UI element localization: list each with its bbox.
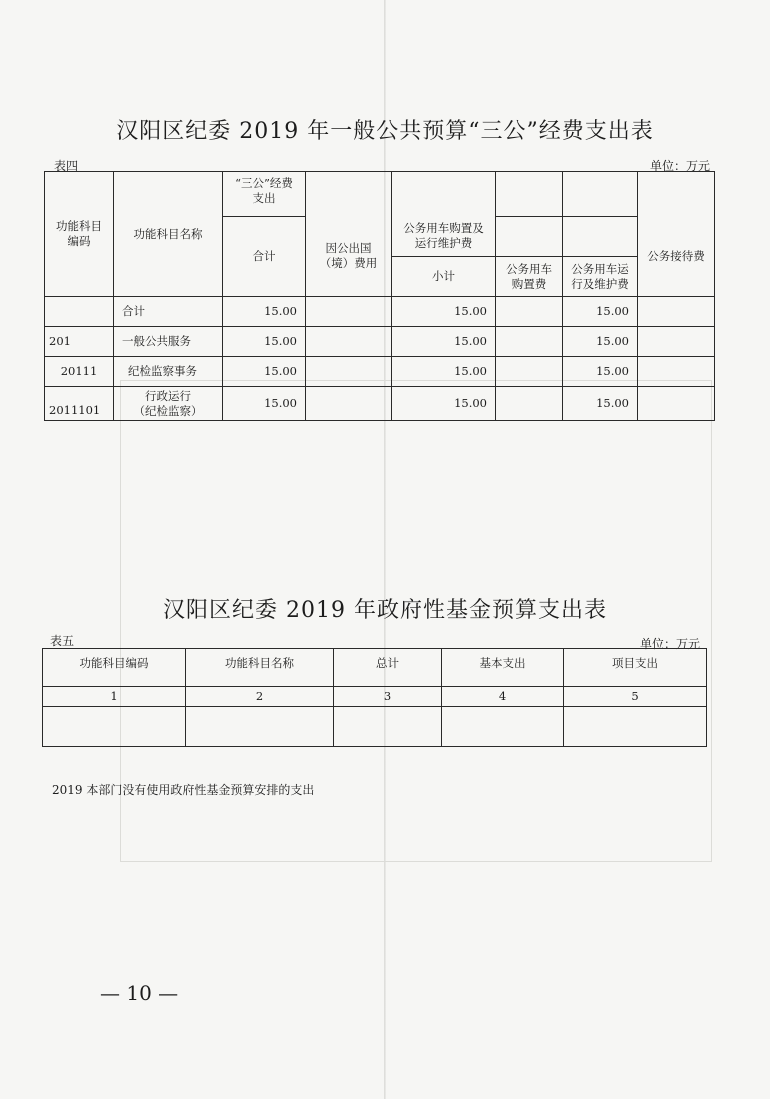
index-cell: 4 — [442, 687, 564, 707]
cell-name: 合计 — [114, 297, 223, 327]
table-row — [43, 687, 707, 707]
cell-car-purchase — [496, 387, 563, 421]
cell-name: 行政运行 （纪检监察） — [114, 387, 223, 421]
index-cell: 5 — [564, 687, 707, 707]
cell-car-run: 15.00 — [563, 297, 638, 327]
index-cell: 1 — [43, 687, 186, 707]
header-car-run: 公务用车运 行及维护费 — [563, 257, 638, 297]
cell-reception — [638, 297, 715, 327]
cell-subtotal: 15.00 — [392, 327, 496, 357]
header-blank — [496, 172, 563, 217]
empty-cell — [442, 707, 564, 747]
cell-total: 15.00 — [223, 297, 306, 327]
cell-car-run: 15.00 — [563, 387, 638, 421]
header-car: 公务用车购置及 运行维护费 — [392, 217, 496, 257]
cell-code: 201 — [45, 327, 114, 357]
table-row — [45, 297, 715, 327]
header-blank — [306, 172, 392, 217]
cell-abroad — [306, 327, 392, 357]
cell-name: 纪检监察事务 — [114, 357, 223, 387]
empty-cell — [43, 707, 186, 747]
header-subtotal: 小计 — [392, 257, 496, 297]
header-blank — [563, 172, 638, 217]
table5-title: 汉阳区纪委 2019 年政府性基金预算支出表 — [163, 598, 607, 623]
cell-car-run: 15.00 — [563, 327, 638, 357]
cell-code: 20111 — [45, 357, 114, 387]
cell-subtotal: 15.00 — [392, 387, 496, 421]
cell-name: 一般公共服务 — [114, 327, 223, 357]
header-blank — [563, 217, 638, 257]
header-car-purchase: 公务用车 购置费 — [496, 257, 563, 297]
table4-unit: 单位：万元 — [650, 159, 711, 173]
table-row — [43, 707, 707, 747]
index-cell: 2 — [186, 687, 334, 707]
cell-subtotal: 15.00 — [392, 297, 496, 327]
table4-label: 表四 — [54, 159, 79, 173]
table4-title: 汉阳区纪委 2019 年一般公共预算“三公”经费支出表 — [116, 119, 654, 144]
cell-code — [45, 297, 114, 327]
table5 — [42, 648, 707, 747]
empty-cell — [564, 707, 707, 747]
header-reception: 公务接待费 — [638, 217, 715, 297]
header-blank — [496, 217, 563, 257]
table5-label: 表五 — [50, 634, 75, 648]
table-row — [45, 327, 715, 357]
header-blank — [392, 172, 496, 217]
cell-car-run: 15.00 — [563, 357, 638, 387]
empty-cell — [186, 707, 334, 747]
cell-reception — [638, 357, 715, 387]
cell-total: 15.00 — [223, 387, 306, 421]
cell-abroad — [306, 297, 392, 327]
table5-unit: 单位：万元 — [640, 637, 701, 651]
header-code: 功能科目 编码 — [45, 172, 114, 297]
header-project: 项目支出 — [564, 649, 707, 687]
cell-total: 15.00 — [223, 357, 306, 387]
empty-cell — [334, 707, 442, 747]
table5-note: 2019 本部门没有使用政府性基金预算安排的支出 — [52, 783, 315, 797]
cell-car-purchase — [496, 297, 563, 327]
cell-reception — [638, 387, 715, 421]
table4 — [44, 171, 715, 421]
header-name: 功能科目名称 — [186, 649, 334, 687]
table-row — [45, 357, 715, 387]
page-number: — 10 — — [100, 981, 179, 1005]
cell-total: 15.00 — [223, 327, 306, 357]
cell-abroad — [306, 357, 392, 387]
index-cell: 3 — [334, 687, 442, 707]
table-row — [45, 387, 715, 421]
cell-code: 2011101 — [45, 387, 114, 421]
cell-subtotal: 15.00 — [392, 357, 496, 387]
header-blank — [638, 172, 715, 217]
cell-car-purchase — [496, 357, 563, 387]
header-name: 功能科目名称 — [114, 172, 223, 297]
cell-abroad — [306, 387, 392, 421]
cell-car-purchase — [496, 327, 563, 357]
header-sangong: “三公”经费 支出 — [223, 172, 306, 217]
cell-reception — [638, 327, 715, 357]
header-total: 总计 — [334, 649, 442, 687]
header-basic: 基本支出 — [442, 649, 564, 687]
header-abroad: 因公出国 （境）费用 — [306, 217, 392, 297]
header-code: 功能科目编码 — [43, 649, 186, 687]
header-total: 合计 — [223, 217, 306, 297]
